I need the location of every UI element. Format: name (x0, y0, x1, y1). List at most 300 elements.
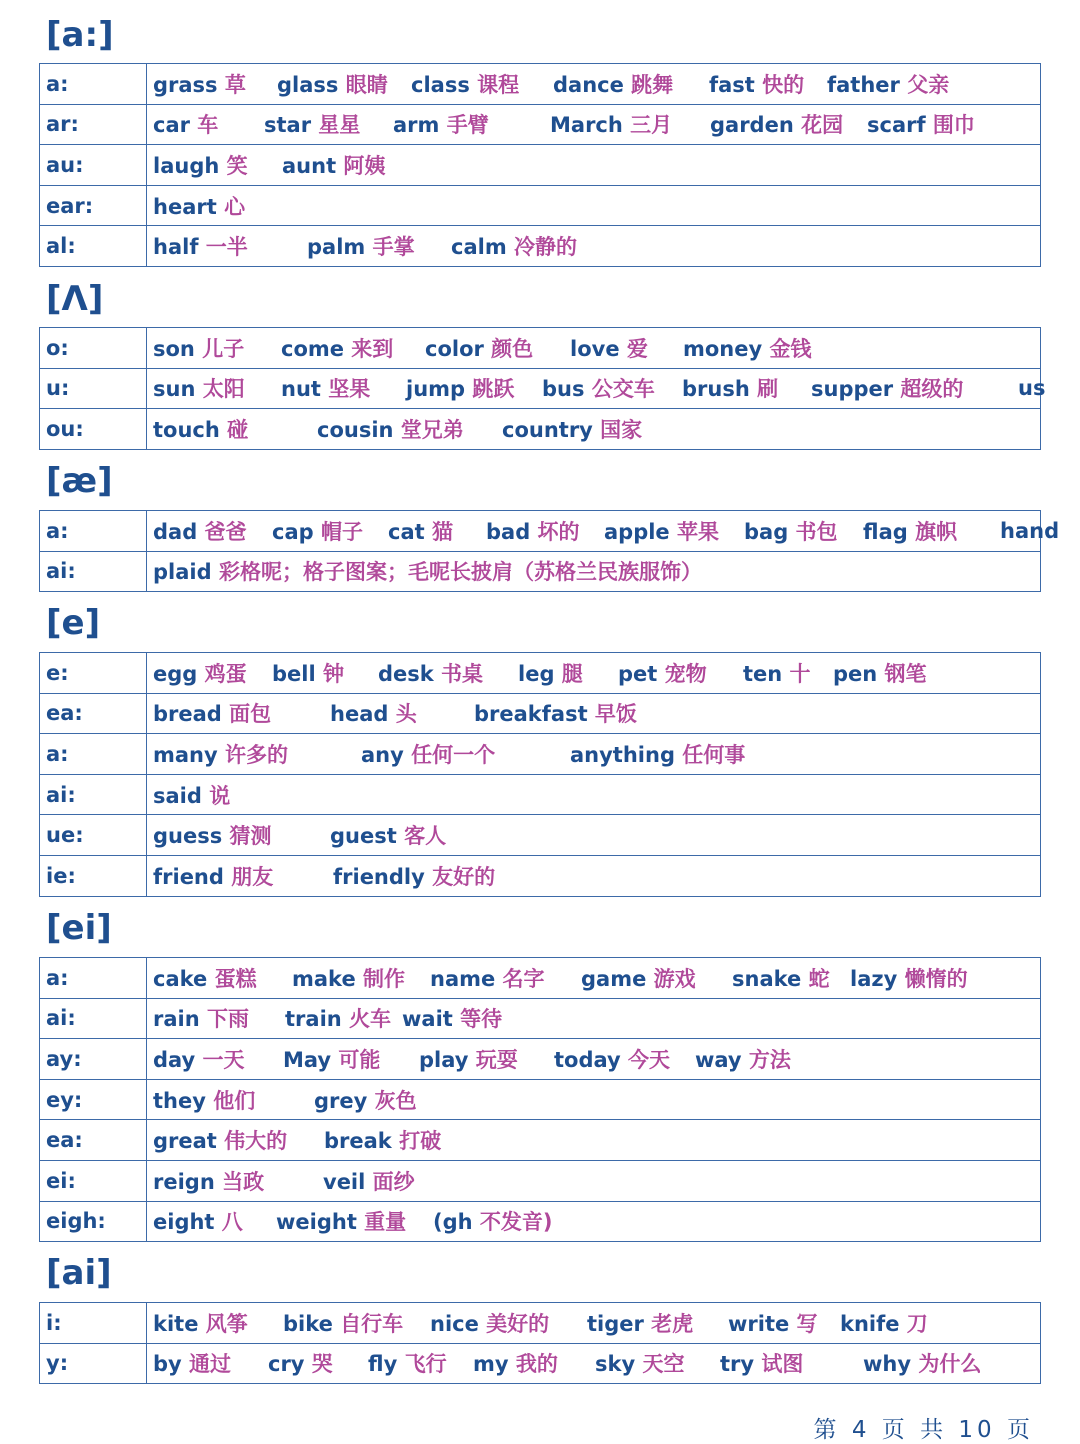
word-entry (811, 373, 963, 403)
table-row (40, 551, 1041, 592)
word-entry (732, 963, 830, 993)
example-words (147, 1160, 1041, 1201)
word-entry (153, 1044, 245, 1074)
spelling-pattern: ea: (40, 1120, 147, 1161)
table-row (40, 328, 1041, 369)
chinese-meaning: 他们 (205, 1088, 256, 1113)
word-entry (1018, 376, 1045, 400)
english-word: money (683, 336, 763, 361)
chinese-meaning: 跳跃 (465, 377, 515, 402)
chinese-meaning: 我的 (508, 1352, 558, 1377)
word-entry (264, 109, 360, 139)
chinese-meaning: 儿子 (194, 336, 245, 361)
chinese-meaning: 名字 (495, 966, 545, 991)
example-words (147, 511, 1060, 552)
word-entry (272, 516, 363, 546)
word-entry (153, 820, 272, 850)
word-entry (153, 333, 244, 363)
chinese-meaning: 心 (216, 194, 246, 219)
chinese-meaning: 许多的 (217, 742, 289, 767)
example-words (147, 64, 1041, 105)
english-word: father (827, 72, 900, 97)
word-entry (153, 963, 257, 993)
english-word: breakfast (474, 702, 588, 727)
chinese-meaning: 美好的 (478, 1311, 550, 1336)
english-word: eight (153, 1210, 215, 1235)
word-entry (709, 69, 804, 99)
english-word: pet (618, 661, 658, 686)
chinese-meaning: 苹果 (669, 519, 719, 544)
word-entry (695, 1044, 791, 1074)
word-entry (272, 658, 344, 688)
word-entry (333, 861, 495, 891)
table-row (40, 998, 1041, 1039)
chinese-meaning: 制作 (355, 966, 406, 991)
english-word: half (153, 235, 199, 260)
word-entry (430, 963, 545, 993)
english-word: my (473, 1352, 509, 1377)
english-word: cake (153, 966, 208, 991)
example-words (147, 1201, 1041, 1242)
english-word: grass (153, 72, 218, 97)
chinese-meaning: 阿姨 (336, 153, 386, 178)
spelling-pattern: ey: (40, 1079, 147, 1120)
example-words (147, 1303, 1041, 1344)
spelling-pattern: a: (40, 958, 147, 999)
chinese-meaning: 为什么 (911, 1352, 982, 1377)
example-words (147, 734, 1041, 775)
english-word: why (863, 1352, 912, 1377)
example-words (147, 855, 1041, 896)
word-entry (153, 1166, 264, 1196)
english-word: weight (276, 1210, 357, 1235)
english-word: supper (811, 377, 894, 402)
chinese-meaning: 通过 (181, 1352, 232, 1377)
example-words (147, 1120, 1041, 1161)
word-entry (282, 150, 385, 180)
chinese-meaning: 蛇 (801, 966, 830, 991)
word-entry (388, 516, 453, 546)
spelling-pattern: ue: (40, 815, 147, 856)
word-entry (618, 658, 707, 688)
chinese-meaning: 任何一个 (403, 742, 496, 767)
example-words (147, 774, 1041, 815)
table-row (40, 958, 1041, 999)
spelling-pattern: o: (40, 328, 147, 369)
english-word: bread (153, 702, 222, 727)
chinese-meaning: 火车 (341, 1007, 392, 1032)
chinese-meaning: 风筝 (198, 1311, 248, 1336)
spelling-pattern: ar: (40, 104, 147, 145)
chinese-meaning: 天空 (635, 1352, 685, 1377)
chinese-meaning: 不发音) (472, 1210, 553, 1235)
word-entry (833, 658, 927, 688)
phoneme-table (39, 327, 1046, 450)
word-entry (153, 1348, 231, 1378)
chinese-meaning: 钢笔 (877, 661, 927, 686)
english-word: bag (744, 519, 789, 544)
chinese-meaning: 友好的 (424, 864, 496, 889)
spelling-pattern: a: (40, 734, 147, 775)
chinese-meaning: 爱 (619, 336, 648, 361)
chinese-meaning: 手臂 (439, 113, 489, 138)
chinese-meaning: 自行车 (332, 1311, 404, 1336)
english-word: fly (368, 1352, 398, 1377)
spelling-pattern: ea: (40, 693, 147, 734)
chinese-meaning: 猜测 (222, 824, 272, 849)
english-word: scarf (867, 113, 926, 138)
word-entry (570, 333, 648, 363)
table-row (40, 511, 1041, 552)
english-word: kite (153, 1311, 199, 1336)
spelling-pattern: a: (40, 64, 147, 105)
table-row (40, 145, 1041, 186)
chinese-meaning: 重量 (356, 1210, 407, 1235)
word-entry (863, 1348, 981, 1378)
word-entry (153, 1003, 249, 1033)
section-title: [e] (46, 603, 101, 643)
chinese-meaning: 爸爸 (197, 519, 247, 544)
chinese-meaning: 彩格呢；格子图案；毛呢长披肩（苏格兰民族服饰） (211, 560, 702, 585)
spelling-pattern: al: (40, 226, 147, 267)
table-row (40, 64, 1041, 105)
table-row (40, 653, 1041, 694)
english-word: come (281, 336, 344, 361)
chinese-meaning: 碰 (219, 417, 249, 442)
word-entry (153, 1085, 255, 1115)
word-entry (710, 109, 843, 139)
english-word: rain (153, 1007, 200, 1032)
spelling-pattern: a: (40, 511, 147, 552)
chinese-meaning: 星星 (311, 113, 361, 138)
spelling-pattern: ai: (40, 551, 147, 592)
example-words (147, 104, 1041, 145)
word-entry (587, 1308, 693, 1338)
chinese-meaning: 来到 (344, 336, 394, 361)
word-entry (368, 1348, 447, 1378)
spelling-pattern: y: (40, 1343, 147, 1384)
word-entry (425, 333, 533, 363)
chinese-meaning: 手掌 (365, 235, 415, 260)
english-word: guest (330, 824, 397, 849)
word-entry (307, 231, 415, 261)
english-word: day (153, 1047, 196, 1072)
english-word: tiger (587, 1311, 644, 1336)
phoneme-table (39, 957, 1041, 1242)
english-word: cap (272, 519, 314, 544)
chinese-meaning: 课程 (469, 72, 520, 97)
word-entry (1000, 519, 1059, 543)
chinese-meaning: 快的 (754, 72, 805, 97)
chinese-meaning: 试图 (754, 1352, 804, 1377)
english-word: reign (153, 1169, 215, 1194)
chinese-meaning: 飞行 (397, 1352, 447, 1377)
word-entry (153, 516, 247, 546)
word-entry (285, 1003, 391, 1033)
english-word: nut (281, 377, 321, 402)
english-word: love (570, 336, 620, 361)
word-entry (850, 963, 968, 993)
table-row (40, 1201, 1041, 1242)
word-entry (430, 1308, 549, 1338)
english-word: knife (840, 1311, 900, 1336)
word-entry (153, 739, 288, 769)
word-entry (153, 658, 247, 688)
phoneme-table (39, 63, 1041, 267)
word-entry (153, 414, 248, 444)
chinese-meaning: 猫 (424, 519, 453, 544)
word-entry (153, 556, 702, 586)
chinese-meaning: 灰色 (367, 1088, 417, 1113)
chinese-meaning: 头 (388, 702, 417, 727)
chinese-meaning: 花园 (793, 113, 844, 138)
chinese-meaning: 早饭 (587, 702, 637, 727)
english-word: brush (682, 377, 750, 402)
english-word: train (285, 1007, 342, 1032)
chinese-meaning: 超级的 (893, 377, 964, 402)
chinese-meaning: 太阳 (195, 377, 245, 402)
word-entry (378, 658, 483, 688)
chinese-meaning: 八 (214, 1210, 243, 1235)
word-entry (728, 1308, 818, 1338)
english-word: egg (153, 661, 198, 686)
word-entry (281, 333, 393, 363)
chinese-meaning: 草 (217, 72, 246, 97)
word-entry (827, 69, 949, 99)
word-entry (595, 1348, 684, 1378)
english-word: bike (283, 1311, 333, 1336)
word-entry (542, 373, 655, 403)
table-row (40, 226, 1041, 267)
chinese-meaning: 钟 (315, 661, 344, 686)
example-words (147, 693, 1041, 734)
english-word: snake (732, 966, 802, 991)
word-entry (283, 1308, 403, 1338)
table-row (40, 368, 1041, 409)
word-entry (153, 231, 248, 261)
spelling-pattern: au: (40, 145, 147, 186)
english-word: cousin (317, 417, 394, 442)
english-word: star (264, 113, 312, 138)
word-entry (743, 658, 811, 688)
word-entry (744, 516, 838, 546)
english-word: bus (542, 377, 585, 402)
word-entry (153, 150, 248, 180)
chinese-meaning: 写 (789, 1311, 818, 1336)
chinese-meaning: 游戏 (646, 966, 696, 991)
chinese-meaning: 刷 (749, 377, 779, 402)
table-row (40, 693, 1041, 734)
english-word: sun (153, 377, 196, 402)
chinese-meaning: 跳舞 (623, 72, 674, 97)
english-word: color (425, 336, 484, 361)
chinese-meaning: 三月 (622, 113, 673, 138)
example-words (147, 328, 1041, 369)
english-word: great (153, 1129, 217, 1154)
chinese-meaning: 一天 (195, 1047, 245, 1072)
english-word: name (430, 966, 496, 991)
example-words (147, 1039, 1041, 1080)
table-row (40, 1120, 1041, 1161)
word-entry (317, 414, 464, 444)
chinese-meaning: 打破 (391, 1129, 442, 1154)
word-entry (604, 516, 719, 546)
english-word: wait (402, 1007, 453, 1032)
english-word: heart (153, 194, 217, 219)
english-word: palm (307, 235, 366, 260)
table-row (40, 1343, 1041, 1384)
english-word: they (153, 1088, 206, 1113)
chinese-meaning: 坚果 (320, 377, 371, 402)
chinese-meaning: 方法 (741, 1047, 791, 1072)
english-word: many (153, 742, 218, 767)
chinese-meaning: 帽子 (313, 519, 363, 544)
english-word: friendly (333, 864, 425, 889)
example-words (147, 653, 1041, 694)
english-word: hand (1000, 518, 1060, 543)
english-word: break (324, 1129, 392, 1154)
chinese-meaning: 书包 (788, 519, 838, 544)
english-word: today (554, 1047, 621, 1072)
english-word: anything (570, 742, 675, 767)
chinese-meaning: 蛋糕 (207, 966, 257, 991)
word-entry (276, 1206, 406, 1236)
english-word: touch (153, 417, 220, 442)
chinese-meaning: 国家 (592, 417, 643, 442)
english-word: ten (743, 661, 783, 686)
chinese-meaning: 哭 (304, 1352, 333, 1377)
word-entry (474, 698, 637, 728)
english-word: cat (388, 519, 425, 544)
spelling-pattern: ou: (40, 409, 147, 450)
chinese-meaning: 书桌 (433, 661, 484, 686)
word-entry (402, 1003, 502, 1033)
chinese-meaning: 鸡蛋 (197, 661, 247, 686)
word-entry (153, 1308, 248, 1338)
chinese-meaning: 父亲 (899, 72, 950, 97)
table-row (40, 409, 1041, 450)
spelling-pattern: e: (40, 653, 147, 694)
table-row (40, 1039, 1041, 1080)
chinese-meaning: 笑 (219, 153, 248, 178)
english-word: friend (153, 864, 224, 889)
english-word: jump (406, 377, 466, 402)
example-words (147, 815, 1041, 856)
chinese-meaning: 车 (189, 113, 219, 138)
english-word: try (720, 1352, 755, 1377)
chinese-meaning: 十 (782, 661, 811, 686)
table-row (40, 1303, 1041, 1344)
word-entry (486, 516, 580, 546)
word-entry (502, 414, 642, 444)
english-word: class (411, 72, 470, 97)
english-word: cry (268, 1352, 305, 1377)
example-words (147, 185, 1041, 226)
chinese-meaning: 旗帜 (907, 519, 958, 544)
spelling-pattern: ear: (40, 185, 147, 226)
word-entry (268, 1348, 333, 1378)
section-title: [Λ] (46, 279, 104, 319)
word-entry (153, 373, 245, 403)
word-entry (330, 820, 446, 850)
example-words (147, 998, 1041, 1039)
word-entry (433, 1206, 553, 1236)
english-word: said (153, 783, 202, 808)
english-word: leg (518, 661, 555, 686)
table-row (40, 185, 1041, 226)
chinese-meaning: 说 (201, 783, 231, 808)
table-row (40, 104, 1041, 145)
english-word: (gh (433, 1210, 473, 1235)
example-words (147, 1079, 1041, 1120)
english-word: arm (393, 113, 440, 138)
chinese-meaning: 一半 (198, 235, 248, 260)
english-word: any (361, 742, 404, 767)
spelling-pattern: ei: (40, 1160, 147, 1201)
table-row (40, 774, 1041, 815)
example-words (147, 145, 1041, 186)
word-entry (330, 698, 417, 728)
example-words (147, 409, 1041, 450)
word-entry (314, 1085, 417, 1115)
chinese-meaning: 伟大的 (216, 1129, 288, 1154)
english-word: make (292, 966, 356, 991)
word-entry (863, 516, 957, 546)
word-entry (550, 109, 672, 139)
chinese-meaning: 刀 (899, 1311, 928, 1336)
spelling-pattern: u: (40, 368, 147, 409)
word-entry (419, 1044, 518, 1074)
english-word: dance (553, 72, 624, 97)
english-word: grey (314, 1088, 368, 1113)
word-entry (553, 69, 673, 99)
table-row (40, 815, 1041, 856)
english-word: us (1018, 376, 1046, 401)
english-word: calm (451, 235, 507, 260)
word-entry (518, 658, 583, 688)
word-entry (840, 1308, 928, 1338)
chinese-meaning: 今天 (620, 1047, 671, 1072)
word-entry (153, 191, 245, 221)
chinese-meaning: 公交车 (584, 377, 655, 402)
chinese-meaning: 腿 (554, 661, 583, 686)
english-word: aunt (282, 153, 337, 178)
spelling-pattern: i: (40, 1303, 147, 1344)
english-word: game (581, 966, 647, 991)
english-word: garden (710, 113, 794, 138)
word-entry (473, 1348, 558, 1378)
english-word: laugh (153, 153, 220, 178)
word-entry (411, 69, 519, 99)
english-word: apple (604, 519, 670, 544)
section-title: [ei] (46, 908, 112, 948)
word-entry (406, 373, 514, 403)
word-entry (393, 109, 489, 139)
chinese-meaning: 宠物 (657, 661, 707, 686)
example-words (147, 551, 1041, 592)
example-words (147, 958, 1041, 999)
word-entry (153, 1206, 243, 1236)
chinese-meaning: 玩耍 (468, 1047, 518, 1072)
english-word: flag (863, 519, 908, 544)
word-entry (867, 109, 975, 139)
spelling-pattern: ie: (40, 855, 147, 896)
chinese-meaning: 朋友 (223, 864, 274, 889)
example-words (147, 368, 1046, 409)
chinese-meaning: 老虎 (643, 1311, 694, 1336)
word-entry (153, 861, 273, 891)
page-number: 第 4 页 共 10 页 (813, 1417, 1034, 1443)
